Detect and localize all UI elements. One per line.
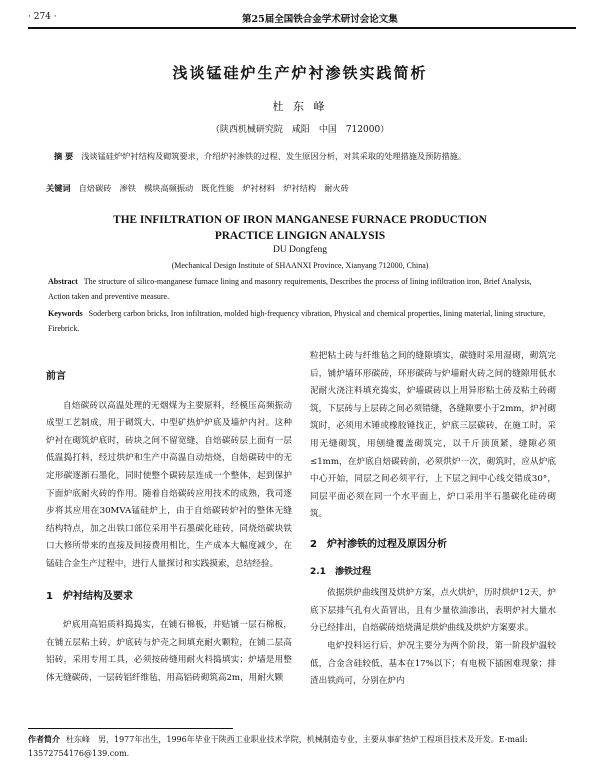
left-column bbox=[46, 368, 292, 688]
paper-title-en-line1: THE INFILTRATION OF IRON MANGANESE FURNACE PRODUCTION bbox=[113, 214, 487, 226]
affiliation-en: (Mechanical Design Institute of SHAANXI Province, Xianyang 712000, China) bbox=[171, 261, 429, 270]
right-column bbox=[310, 348, 556, 691]
preface-heading: 前言 bbox=[46, 371, 66, 382]
running-header bbox=[28, 10, 576, 26]
affiliation-zh: （陕西机械研究院 咸阳 中国 712000） bbox=[210, 125, 390, 135]
right-para-continued: 粒把粘土砖与纤维毡之间的缝隙填实，碳缝时采用湿砌，砌筑完后，铺炉墙环形碳砖，环形碳砖与炉墙耐火砖之间的缝隙用低水泥耐火浇注料填充捣实，炉墙碳砖以上用异形粘土砖及粘土砖砌筑，下层砖与上层砖之间必须错缝，各缝隙要小于2mm，炉衬砌筑时，必须用木锤或橡胶锤找正，炉底三层碳砖，在施工时，采用无缝砌筑，用刨缝覆盖砌筑完，以千斤顶顶紧，缝隙必须≤1mm，在炉底自焙碳砖前，必须烘炉一次，砌筑时，应从炉底中心开始，同层之间必须平行，上下层之间中心线交错成30°，同层平面必须在同一个水平面上，炉口采用半石墨碳化硅砖砌筑。 bbox=[310, 351, 556, 520]
paper-title-en-line2: PRACTICE LINGIGN ANALYSIS bbox=[214, 230, 386, 242]
page-number: · 274 · bbox=[28, 12, 57, 22]
section1-heading: 1 炉衬结构及要求 bbox=[46, 590, 133, 602]
keywords-zh-text: 自焙碳砖 渗铁 模块高频振动 既化性能 炉衬材料 炉衬结构 耐火砖 bbox=[78, 183, 349, 193]
keywords-en-text: Soderberg carbon bricks, Iron infiltration, molded high-frequency vibration, Physical and chemical properties, lining material, lining structure, Firebrick. bbox=[48, 309, 546, 333]
abstract-en bbox=[48, 274, 554, 304]
right-para-b: 电炉投料运行后，炉况主要分为两个阶段，第一阶段炉温较低，合金含硅较低，基本在17%以下；有电极下插困难现象；排渣出铁尚可，分别在炉内 bbox=[310, 640, 556, 687]
abstract-zh-text: 浅谈锰硅炉炉衬结构及砌筑要求，介绍炉衬渗铁的过程、发生原因分析，对其采取的处理措施及预防措施。 bbox=[81, 151, 467, 161]
abstract-zh-label: 摘 要 bbox=[54, 151, 74, 161]
subsection21-paragraph: 依据烘炉曲线图及烘炉方案，点火烘炉，历时烘炉12天，炉底下层排气孔有火苗冒出，且有少量依油渗出，表明炉衬大量水分已经排出，自焙碳砖焙烧满足烘炉曲线及烘炉方案要求。 bbox=[310, 588, 556, 634]
keywords-en bbox=[48, 306, 554, 336]
section1-paragraph: 炉底用高铝质料捣捣实，在铺石棉板，并贴铺一层石棉板，在铺五层粘土砖，炉底砖与炉壳之间填充耐火颗粒，在铺二层高铝砖，采用专用工具，必须按砖缝用耐火料捣填实；炉墙是用整体无缝碳砖，一层砖铝纤维毡，用高铝砖砌筑高2m，用耐火颗 bbox=[46, 620, 292, 683]
abstract-en-label: Abstract bbox=[48, 277, 78, 286]
author-en: DU Dongfeng bbox=[272, 245, 328, 255]
keywords-zh-label: 关键词 bbox=[46, 183, 71, 193]
author-footnote bbox=[28, 733, 578, 761]
paper-title-zh: 浅谈锰硅炉生产炉衬渗铁实践简析 bbox=[172, 64, 428, 82]
running-title: 第25届全国铁合金学术研讨会论文集 bbox=[242, 14, 398, 25]
section2-heading: 2 炉衬渗铁的过程及原因分析 bbox=[310, 538, 447, 550]
author-zh: 杜 东 峰 bbox=[272, 100, 328, 113]
footnote-text: 杜东峰 男，1977年出生，1996年毕业于陕西工业职业技术学院，机械制造专业，主要从事矿热炉工程项目技术及开发。E-mail: 13572754176@139.com. bbox=[28, 735, 528, 758]
abstract-zh bbox=[54, 149, 554, 164]
footnote-label: 作者简介 bbox=[28, 735, 60, 744]
keywords-en-label: Keywords bbox=[48, 309, 83, 318]
abstract-en-text: The structure of silico-manganese furnace lining and masonry requirements, Describes the process of lining infiltration iron, Brief Analysis, Action taken and preventive measure. bbox=[48, 277, 532, 301]
keywords-zh bbox=[46, 181, 556, 196]
preface-paragraph: 自焙碳砖以高温处理的无烟煤为主要原料，经模压高频振动成型工艺制成，用于砌筑大、中型矿热炉炉底及墙炉内衬。这种炉衬在砌筑炉底时，砖块之间不留宽缝，自焙碳砖层上面有一层低温捣打料，经过烘炉和生产中高温自动焙烧，自焙碳砖中的无定形碳逐渐石墨化，同时使整个碳砖层连成一个整体，起到保护下面炉底耐火砖的作用。随着自焙碳砖应用技术的成熟，我司逐步将其应用在30MVA锰硅炉上，由于自焙碳砖炉衬的整体无缝结构特点，加之出铁口部位采用半石墨碳化硅砖，同烧焙碳块铁口大修所带来的直接及间接费用相比，生产成本大幅度减少，在锰硅合金生产过程中，进行人量探讨和实践摸索，总结经验。 bbox=[46, 400, 292, 569]
header-rule bbox=[28, 27, 576, 29]
paper-title-en bbox=[0, 212, 600, 244]
subsection21-heading: 2.1 渗铁过程 bbox=[310, 566, 371, 577]
footnote-rule bbox=[28, 728, 233, 729]
